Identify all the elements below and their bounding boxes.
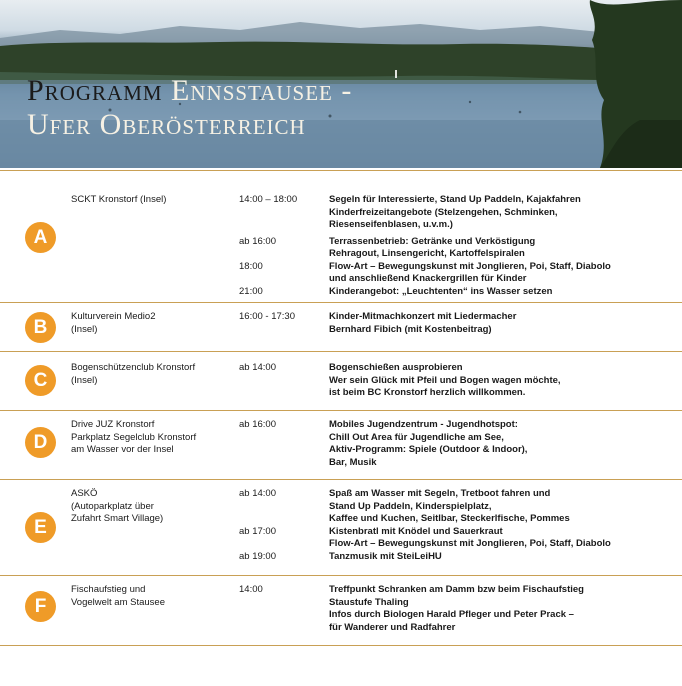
entry-description <box>329 419 669 469</box>
entry-description <box>329 362 669 400</box>
organizer-line: SCKT Kronstorf (Insel) <box>71 194 167 205</box>
organizer-line: ASKÖ <box>71 488 98 499</box>
description-line: Bar, Musik <box>329 456 377 468</box>
entry-time: 21:00 <box>239 285 263 297</box>
schedule-entries <box>0 419 682 469</box>
title-location-line2: Ufer Oberösterreich <box>27 108 306 141</box>
schedule-entries <box>0 311 682 336</box>
entry-time: ab 14:00 <box>239 488 276 499</box>
description-line: Kinderangebot: „Leuchtenten“ ins Wasser setzen <box>329 285 553 297</box>
description-line: Stand Up Paddeln, Kinderspielplatz, <box>329 500 492 512</box>
schedule-entry <box>0 261 682 286</box>
description-line: Mobiles Jugendzentrum - Jugendhotspot: <box>329 419 518 430</box>
hero-banner <box>0 0 682 168</box>
entry-time: ab 17:00 <box>239 525 276 537</box>
schedule-entry <box>0 311 682 336</box>
description-line: Tanzmusik mit SteiLeiHU <box>329 550 442 562</box>
organizer-line: Bogenschützenclub Kronstorf <box>71 362 196 373</box>
description-line: für Wanderer und Radfahrer <box>329 621 456 633</box>
program-row <box>0 410 682 480</box>
entry-time: 16:00 - 17:30 <box>239 311 295 322</box>
entry-time: 14:00 <box>239 584 263 595</box>
description-line: Kaffee und Kuchen, Seitlbar, Steckerlfische, Pommes <box>329 513 570 524</box>
entry-description <box>329 194 669 232</box>
location-badge: B <box>25 312 56 343</box>
title-location-line1: Ennsstausee - <box>171 74 353 107</box>
description-line: Bogenschießen ausprobieren <box>329 362 463 373</box>
schedule-entry <box>0 526 682 551</box>
description-line: Staustufe Thaling <box>329 596 409 608</box>
location-badge: C <box>25 365 56 396</box>
schedule-entry <box>0 584 682 634</box>
entry-description <box>329 584 669 634</box>
organizer-line: Drive JUZ Kronstorf <box>71 419 155 430</box>
schedule-entries <box>0 488 682 563</box>
organizer-line: Kulturverein Medio2 <box>71 311 156 322</box>
schedule-entry <box>0 362 682 400</box>
description-line: und anschließend Knackergrillen für Kinder <box>329 273 527 284</box>
entry-description <box>329 526 669 551</box>
entry-time: 14:00 – 18:00 <box>239 194 298 205</box>
description-line: Kinder-Mitmachkonzert mit Liedermacher <box>329 311 517 322</box>
schedule-entry <box>0 236 682 261</box>
schedule-entry <box>0 488 682 526</box>
entry-description <box>329 236 669 261</box>
schedule-entries <box>0 584 682 634</box>
organizer-line: Fischaufstieg und <box>71 584 146 595</box>
schedule-entry <box>0 551 682 564</box>
program-row <box>0 301 682 352</box>
description-line: Treffpunkt Schranken am Damm bzw beim Fischaufstieg <box>329 584 584 595</box>
organizer-line: Parkplatz Segelclub Kronstorf <box>71 431 197 443</box>
organizer-line: Zufahrt Smart Village) <box>71 513 164 524</box>
description-line: Segeln für Interessierte, Stand Up Paddeln, Kajakfahren <box>329 194 581 205</box>
entry-time: ab 19:00 <box>239 550 276 562</box>
location-badge: E <box>25 512 56 543</box>
schedule-entry <box>0 286 682 299</box>
description-line: Riesenseifenblasen, u.v.m.) <box>329 219 453 230</box>
program-row <box>0 479 682 576</box>
schedule-entry <box>0 419 682 469</box>
schedule-entries <box>0 362 682 400</box>
organizer-line: (Insel) <box>71 374 98 386</box>
description-line: Terrassenbetrieb: Getränke und Verköstigung <box>329 235 536 247</box>
description-line: Flow-Art – Bewegungskunst mit Jonglieren, Poi, Staff, Diabolo <box>329 538 611 549</box>
entry-time: ab 16:00 <box>239 235 276 247</box>
description-line: Spaß am Wasser mit Segeln, Tretboot fahren und <box>329 488 551 499</box>
schedule-entry <box>0 194 682 232</box>
entry-description <box>329 261 669 286</box>
organizer-line: (Autoparkplatz über <box>71 500 154 512</box>
page-title <box>27 74 352 142</box>
organizer-line: (Insel) <box>71 323 98 335</box>
description-line: Kinderfreizeitangebote (Stelzengehen, Schminken, <box>329 206 558 218</box>
description-line: Bernhard Fibich (mit Kostenbeitrag) <box>329 323 492 335</box>
entry-time: 18:00 <box>239 260 263 272</box>
description-line: Aktiv-Programm: Spiele (Outdoor & Indoor), <box>329 444 528 455</box>
description-line: Infos durch Biologen Harald Pfleger und Peter Prack – <box>329 609 574 620</box>
entry-description <box>329 286 669 299</box>
description-line: Wer sein Glück mit Pfeil und Bogen wagen möchte, <box>329 374 561 386</box>
description-line: Flow-Art – Bewegungskunst mit Jonglieren, Poi, Staff, Diabolo <box>329 260 611 272</box>
description-line: Rehragout, Linsengericht, Kartoffelspiralen <box>329 248 525 259</box>
organizer-line: Vogelwelt am Stausee <box>71 596 166 608</box>
entry-time: ab 16:00 <box>239 419 276 430</box>
location-badge: D <box>25 427 56 458</box>
program-row <box>0 575 682 646</box>
organizer-line: am Wasser vor der Insel <box>71 444 174 455</box>
entry-description <box>329 311 669 336</box>
description-line: Chill Out Area für Jugendliche am See, <box>329 431 504 443</box>
program-row <box>0 351 682 411</box>
description-line: Kistenbratl mit Knödel und Sauerkraut <box>329 525 503 537</box>
title-program: Programm <box>27 74 163 107</box>
program-row <box>0 170 682 303</box>
entry-description <box>329 551 669 564</box>
entry-description <box>329 488 669 526</box>
location-badge: F <box>25 591 56 622</box>
entry-time: ab 14:00 <box>239 362 276 373</box>
location-badge: A <box>25 222 56 253</box>
description-line: ist beim BC Kronstorf herzlich willkommen. <box>329 387 526 398</box>
schedule-entries <box>0 194 682 298</box>
